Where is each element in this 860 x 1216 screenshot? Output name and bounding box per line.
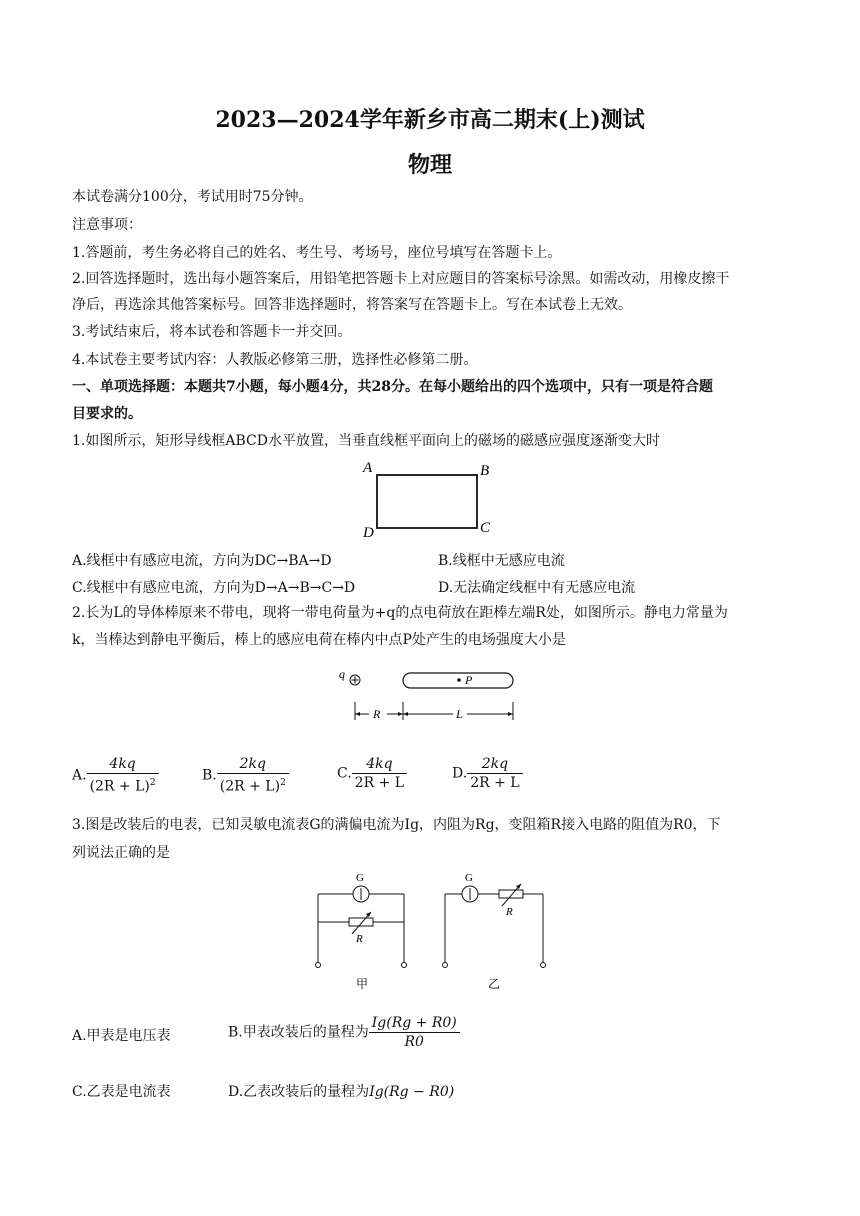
q2-option-d: D. $\frac{2kq}{2R + L}$ bbox=[452, 755, 523, 792]
note-2-cont: 净后，再选涂其他答案标号。回答非选择题时，将答案写在答题卡上。写在本试卷上无效。 bbox=[72, 297, 632, 313]
point-p bbox=[457, 678, 461, 682]
label-p: P bbox=[465, 673, 473, 687]
q3-stem-1: 3.图是改装后的电表，已知灵敏电流表G的满偏电流为Ig，内阻为Rg，变阻箱R接入电路的阻值为R0，下 bbox=[72, 817, 721, 833]
q3-option-c: C.乙表是电流表 bbox=[72, 1084, 171, 1100]
q1-option-c: C.线框中有感应电流，方向为D→A→B→C→D bbox=[72, 580, 356, 596]
q2-option-b: B. $\frac{2kq}{(2R + L)^2}$ bbox=[202, 755, 289, 796]
q1-option-a: A.线框中有感应电流，方向为DC→BA→D bbox=[72, 553, 332, 569]
circuit-jia bbox=[316, 872, 407, 991]
note-2: 2.回答选择题时，选出每小题答案后，用铅笔把答题卡上对应题目的答案标号涂黑。如需改动，用橡皮擦干 bbox=[72, 271, 730, 287]
caption-yi: 乙 bbox=[488, 977, 501, 991]
q2-option-a: A. $\frac{4kq}{(2R + L)^2}$ bbox=[72, 755, 159, 796]
r-label-left: R bbox=[356, 933, 363, 945]
q1-stem: 1.如图所示，矩形导线框ABCD水平放置，当垂直线框平面向上的磁场的磁感应强度逐渐变大时 bbox=[72, 433, 660, 449]
section-heading: 一、单项选择题：本题共7小题，每小题4分，共28分。在每小题给出的四个选项中，只有一项是符合题 bbox=[72, 379, 713, 395]
resistor-box-left bbox=[349, 918, 373, 926]
label-r: R bbox=[373, 707, 381, 721]
q2-stem-2: k，当棒达到静电平衡后，棒上的感应电荷在棒内中点P处产生的电场强度大小是 bbox=[72, 632, 566, 648]
q3-stem-2: 列说法正确的是 bbox=[72, 845, 170, 861]
note-4: 4.本试卷主要考试内容：人教版必修第三册，选择性必修第二册。 bbox=[72, 352, 478, 368]
subject-title: 物理 bbox=[407, 152, 452, 178]
label-c: C bbox=[480, 520, 491, 536]
note-1: 1.答题前，考生务必将自己的姓名、考生号、考场号，座位号填写在答题卡上。 bbox=[72, 245, 562, 261]
circuit-yi bbox=[443, 872, 546, 991]
section-heading-cont: 目要求的。 bbox=[72, 406, 142, 422]
score-line: 本试卷满分100分，考试用时75分钟。 bbox=[72, 189, 313, 205]
q1-option-b: B.线框中无感应电流 bbox=[438, 553, 565, 569]
q1-option-d: D.无法确定线框中有无感应电流 bbox=[438, 580, 636, 596]
charge-label: q bbox=[339, 667, 345, 681]
q3-option-d: D.乙表改装后的量程为Ig(Rg − R0) bbox=[228, 1084, 455, 1100]
q3-option-a: A.甲表是电压表 bbox=[72, 1028, 171, 1044]
r-label-right: R bbox=[506, 906, 513, 918]
label-l: L bbox=[456, 707, 463, 721]
label-d: D bbox=[363, 525, 374, 541]
caption-jia: 甲 bbox=[356, 977, 369, 991]
label-a: A bbox=[363, 460, 373, 476]
q3-option-b: B.甲表改装后的量程为 $\frac{Ig(Rg + R0)}{R0}$ bbox=[228, 1014, 460, 1051]
exam-title: 2023—2024学年新乡市高二期末(上)测试 bbox=[215, 107, 645, 133]
q2-rod-figure bbox=[335, 664, 525, 728]
q2-option-c: C. $\frac{4kq}{2R + L}$ bbox=[337, 755, 407, 792]
label-b: B bbox=[480, 463, 490, 479]
q3-circuit-figure bbox=[300, 868, 560, 996]
resistor-box-right bbox=[499, 890, 523, 898]
notes-title: 注意事项： bbox=[72, 217, 142, 233]
g-label-left: G bbox=[356, 872, 364, 884]
note-3: 3.考试结束后，将本试卷和答题卡一并交回。 bbox=[72, 324, 352, 340]
q1-rectangle-figure bbox=[355, 456, 505, 544]
q2-stem-1: 2.长为L的导体棒原来不带电，现将一带电荷量为+q的点电荷放在距棒左端R处，如图所示。静电力常量为 bbox=[72, 605, 728, 621]
g-label-right: G bbox=[465, 872, 473, 884]
wire-frame bbox=[377, 475, 477, 528]
